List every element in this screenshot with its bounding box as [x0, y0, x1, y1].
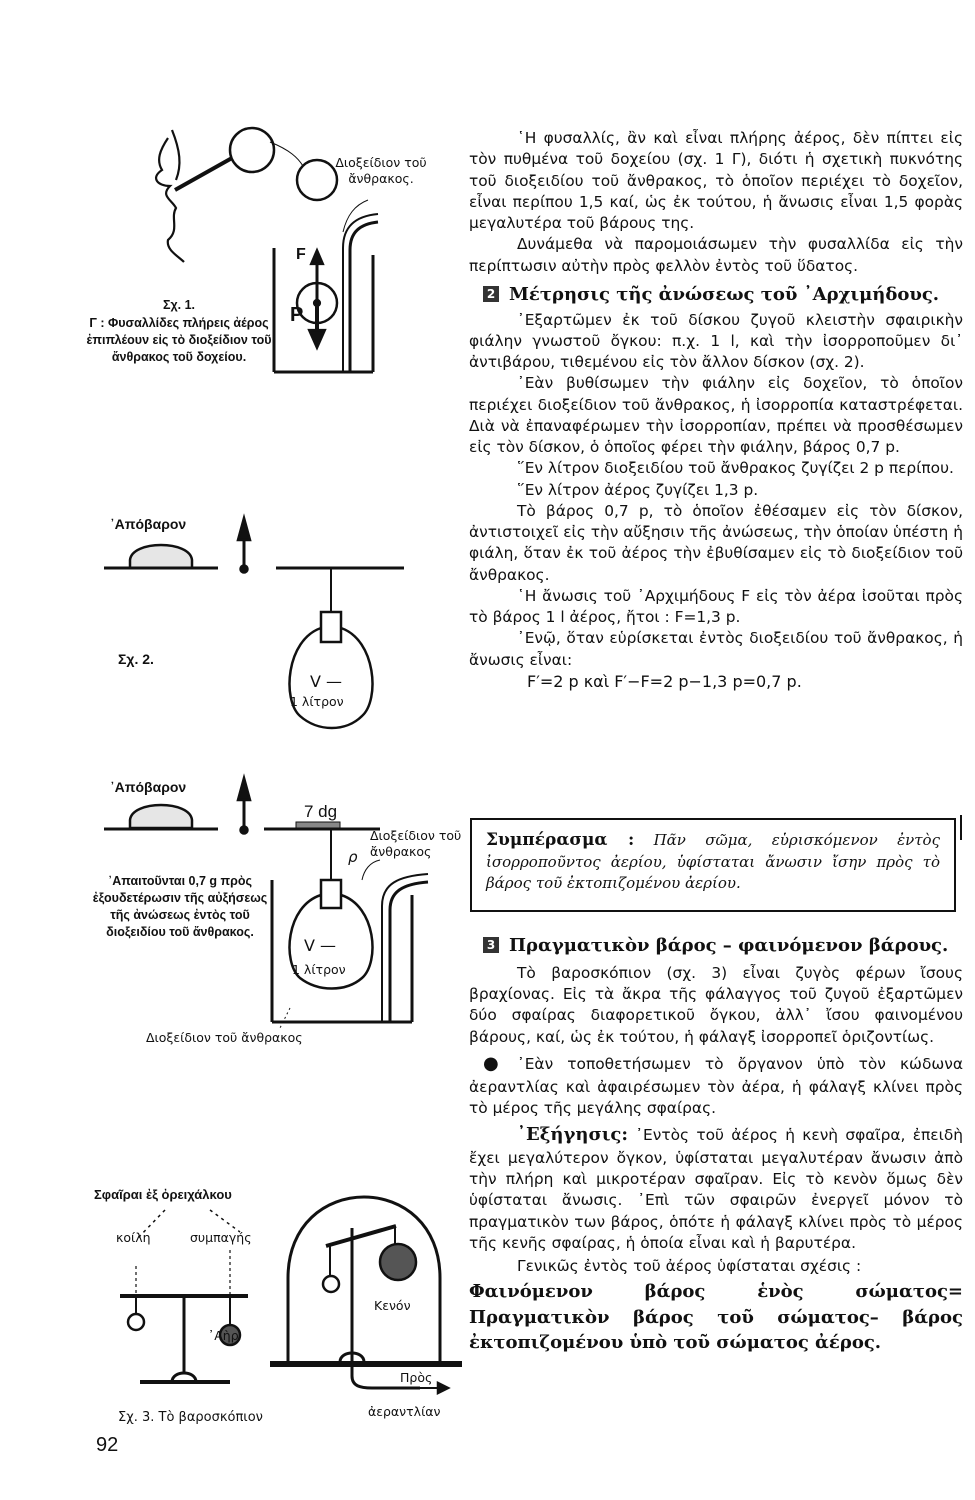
fig3-pump-label-2: ἀεραντλίαν [368, 1404, 441, 1419]
fig2-flask-top-v: V — [310, 672, 343, 691]
fig3-solid-label: συμπαγής [190, 1230, 252, 1245]
text-column-bottom [469, 934, 963, 1355]
paragraph-cork: Δυνάμεθα νὰ παρομοιάσωμεν τὴν φυσαλλίδα εἰς τὴν περίπτωσιν αὐτὴν πρὸς φελλὸν ἐντὸς τοῦ ὕδατος. [469, 235, 963, 275]
bubble-large [230, 128, 274, 172]
counterweight-top [130, 545, 192, 568]
bubble-center [314, 300, 320, 306]
paragraph-buoyancy-co2: ᾿Ενῷ, ὅταν εὑρίσκεται ἐντὸς διοξειδίου τοῦ ἄνθρακος, ἡ ἄνωσις εἶναι: [469, 629, 963, 669]
fig2-counterweight-bottom-label: ᾿Απόβαρον [110, 779, 187, 795]
force-label-f: F [296, 246, 306, 263]
fig2-weight-label: 7 dg [304, 802, 338, 821]
dashed-right [210, 1210, 240, 1232]
page-number: 92 [96, 1434, 119, 1456]
paragraph-flask: ᾿Εξαρτῶμεν ἐκ τοῦ δίσκου ζυγοῦ κλειστὴν σφαιρικὴν φιάλην γνωστοῦ ὄγκου: π.χ. 1 l, καὶ τὴν ἰσορροποῦμεν δι᾿ ἀντιβάρου, τιθεμένου εἰς τὸν ἄλλον δίσκον (σχ. 2). [469, 310, 963, 372]
fig3-spheres-title: Σφαῖραι ἐξ ὀρειχάλκου [94, 1187, 232, 1202]
fig3-caption: Σχ. 3. Τὸ βαροσκόπιον [118, 1410, 263, 1425]
sphere-large-inside [380, 1244, 416, 1280]
section-heading-2 [483, 283, 963, 308]
fig2-flask-top-volume: 1 λίτρον [290, 694, 344, 709]
section-heading-3 [483, 934, 963, 959]
explanation-lead: ᾿Εξήγησις: [517, 1124, 629, 1146]
fig1-caption: Γ : Φυσαλλίδες πλήρεις ἀέρος ἐπιπλέουν εἰς τὸ διοξείδιον τοῦ ἄνθρακος τοῦ δοχείου. [86, 316, 272, 364]
paragraph-immerse: ᾿Εὰν βυθίσωμεν τὴν φιάλην εἰς δοχεῖον, τὸ ὁποῖον περιέχει διοξείδιον τοῦ ἄνθρακος, ἡ ἰσορροπία καταστρέφεται. Διὰ νὰ ἐπαναφέρωμεν τὴν ἰσορροπίαν, πρέπει νὰ προσθέσωμεν εἰς τὸν δίσκον, ὁ ὁποῖος φέρει τὴν φιάλην, βάρος 0,7 p. [469, 374, 963, 457]
pointer-bottom-head [238, 778, 250, 800]
equation: F′=2 p καὶ F′−F=2 p−1,3 p=0,7 p. [527, 671, 802, 691]
paragraph-co2-weight: ῞Εν λίτρον διοξειδίου τοῦ ἄνθρακος ζυγίζει 2 p περίπου. [517, 459, 954, 478]
hollow-sphere [128, 1314, 144, 1330]
figure2-top-drawing [104, 518, 404, 728]
pointer-top-base [241, 566, 248, 573]
pointer-top-head [238, 518, 250, 540]
conclusion-box [470, 818, 956, 912]
fig2-note: ᾿Απαιτοῦνται 0,7 g πρὸς ἐξουδετέρωσιν τῆς αὐξήσεως τῆς ἀνώσεως ἐντὸς τοῦ διοξειδίου τοῦ ἄνθρακος. [92, 874, 268, 939]
fig2-co2-label: Διοξείδιον τοῦ ἄνθρακος [370, 828, 462, 860]
text-column-top [469, 128, 963, 693]
paragraph-explanation [469, 1123, 963, 1254]
force-up-head [311, 250, 323, 264]
section-title-2: Μέτρησις τῆς ἀνώσεως τοῦ ᾿Αρχιμήδους. [509, 283, 940, 305]
fig1-caption-num: Σχ. 1. [162, 298, 196, 312]
fig1-co2-label: Διοξείδιον τοῦ ἄνθρακος. [335, 155, 427, 187]
flask-top-neck [321, 612, 341, 642]
section-number-2: 2 [483, 286, 499, 302]
leader-line [280, 1008, 290, 1028]
counterweight-bottom [130, 805, 192, 828]
conclusion-lead: Συμπέρασμα : [486, 830, 635, 850]
section-title-3: Πραγματικὸν βάρος – φαινόμενον βάρους. [509, 935, 949, 956]
formula-apparent-weight: Φαινόμενον βάρος ἑνὸς σώματος= Πραγματικὸν βάρος τοῦ σώματος– βάρος ἐκτοπιζομένου ὑπὸ τοῦ σώματος ἀέρος. [469, 1281, 963, 1353]
fig2-caption-num: Σχ. 2. [118, 651, 154, 667]
fig2-counterweight-top-label: ᾿Απόβαρον [110, 516, 187, 532]
paragraph-vacuum-text: ᾿Εὰν τοποθετήσωμεν τὸ ὄργανον ὑπὸ τὸν κώδωνα ἀεραντλίας καὶ ἀφαιρέσωμεν τὸν ἀέρα, ἡ φάλαγξ κλίνει πρὸς τὸ μέρος τῆς μεγάλης σφαίρας. [469, 1054, 963, 1117]
fig3-vacuum-label: Κενόν [374, 1298, 411, 1313]
paragraph-buoyancy-air: ῾Η ἄνωσις τοῦ ᾿Αρχιμήδους F εἰς τὸν ἀέρα ἰσοῦται πρὸς τὸ βάρος 1 l ἀέρος, ἤτοι : F=1,3 p. [469, 586, 963, 627]
pump-arrow-head [438, 1383, 448, 1393]
flask-bottom-neck [321, 880, 341, 908]
fig3-pump-label-1: Πρὸς [400, 1370, 433, 1385]
bubble-arrow [270, 142, 303, 166]
force-label-p: P [290, 304, 304, 326]
fig2-rho-label: ρ [348, 848, 358, 866]
paragraph-increase: Τὸ βάρος 0,7 p, τὸ ὁποῖον ἐθέσαμεν εἰς τὸν δίσκον, ἀντιστοιχεῖ εἰς τὴν αὔξησιν τῆς ἀνώσεως, τὴν ὁποίαν ὑπέστη ἡ φιάλη, ὅταν ἐκ τοῦ ἀέρος τὴν ἐβυθίσαμεν εἰς τὸ διοξείδιον τοῦ ἄνθρακος. [469, 501, 963, 584]
bullet-icon: ● [483, 1052, 499, 1074]
paragraph-bubble: ῾Η φυσαλλίς, ἂν καὶ εἶναι πλήρης ἀέρος, δὲν πίπτει εἰς τὸν πυθμένα τοῦ δοχείου (σχ. 1 Γ), διότι ἡ σχετικὴ πυκνότης τοῦ διοξειδίου τοῦ ἄνθρακος, τὸ ὁποῖον περιέχει τὸ δοχεῖον, εἶναι περίπου 1,5 καί, ὡς ἐκ τούτου, ἡ ἄνωσις εἶναι 1,5 φορὰς μεγαλυτέρα τοῦ βάρους της. [469, 129, 963, 232]
section-number-3: 3 [483, 937, 499, 953]
fig2-flask-bottom-volume: 1 λίτρον [292, 962, 346, 977]
co2-arrow-bottom [362, 860, 380, 880]
fig3-hollow-label: κοίλη [116, 1230, 151, 1245]
bell-jar [288, 1197, 440, 1362]
pointer-bottom-base [241, 827, 248, 834]
force-down-head [309, 330, 325, 348]
blowpipe [175, 158, 232, 190]
fig2-bottom-label: Διοξείδιον τοῦ ἄνθρακος [146, 1030, 303, 1045]
conclusion-text: Πᾶν σῶμα, εὑρισκόμενον ἐντὸς ἰσορροποῦντος ἀερίου, ὑφίσταται ἄνωσιν ἴσην πρὸς τὸ βάρος τοῦ ἐκτοπιζομένου ἀερίου. [486, 831, 940, 893]
paragraph-general: Γενικῶς ἐντὸς τοῦ ἀέρος ὑφίσταται σχέσις : [517, 1257, 862, 1276]
figure3-drawing [120, 1197, 462, 1393]
paragraph-baroscope: Τὸ βαροσκόπιον (σχ. 3) εἶναι ζυγὸς φέρων ἴσους βραχίονας. Εἰς τὰ ἄκρα τῆς φάλαγγος τοῦ ζυγοῦ ἐξαρτῶμεν δύο σφαίρας διαφορετικοῦ ὄγκου, ἀλλ᾿ ἴσου φαινομένου βάρους, καί, ὡς ἐκ τούτου, ἡ φάλαγξ ἰσορροπεῖ ὁριζοντίως. [469, 963, 963, 1046]
fig3-air-label: ᾿Αὴρ [208, 1328, 239, 1343]
small-weight [296, 822, 340, 828]
fig2-flask-bottom-v: V — [304, 936, 337, 955]
beam-inside-1 [326, 1226, 396, 1246]
hair [172, 130, 179, 180]
paragraph-vacuum [469, 1052, 963, 1119]
paragraph-air-weight: ῞Εν λίτρον ἀέρος ζυγίζει 1,3 p. [517, 480, 759, 499]
sphere-small-inside [323, 1276, 339, 1292]
co2-tube-bottom [390, 882, 428, 1022]
explanation-text: ᾿Εντὸς τοῦ ἀέρος ἡ κενὴ σφαῖρα, ἐπειδὴ ἔχει μεγαλύτερον ὄγκον, ὑφίσταται μεγαλυτέραν ἄνωσιν ἀπὸ τὴν πλήρη καὶ μικροτέραν σφαῖραν. Εἰς τὸ κενὸν ὅμως δὲν ὑφίσταται ἄνωσις. ᾿Επὶ τῶν σφαιρῶν ἐνεργεῖ μόνον τὸ πραγματικὸν των βάρος, ὁπότε ἡ φάλαγξ κλίνει πρὸς τὸ μέρος τῆς κενῆς σφαίρας, ἡ ὁποία εἶναι καὶ ἡ βαρυτέρα. [469, 1126, 963, 1252]
